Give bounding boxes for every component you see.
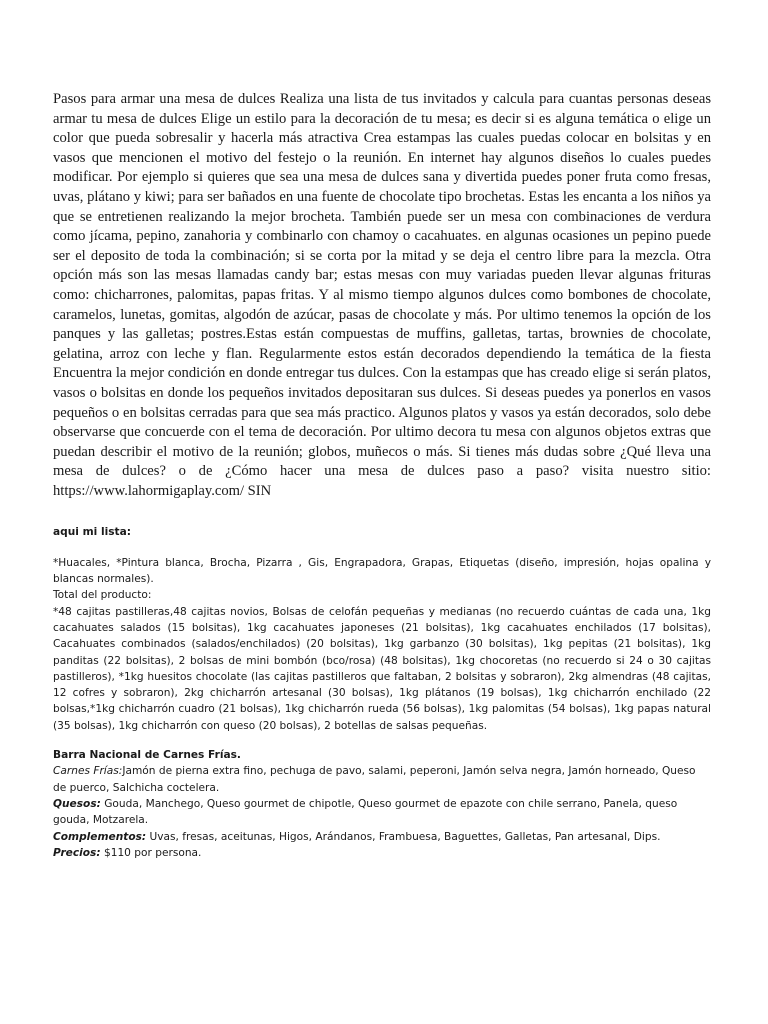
quesos-label: Quesos:	[53, 797, 101, 810]
document-page	[53, 90, 711, 861]
lista-label: aqui mi lista:	[53, 526, 131, 539]
carnes-line	[53, 763, 711, 796]
carnes-text: Jamón de pierna extra fino, pechuga de pavo, salami, peperoni, Jamón selva negra, Jamón horneado, Queso de puerco, Salchicha coctelera.	[53, 765, 696, 794]
quesos-line	[53, 796, 711, 829]
intro-paragraph: Pasos para armar una mesa de dulces Realiza una lista de tus invitados y calcula para cuantas personas deseas armar tu mesa de dulces Elige un estilo para la decoración de tu mesa; es decir si es alguna temática o elige un color que pueda sobresalir y hacerla más atractiva Crea estampas las cuales puedas colocar en bolsitas y en vasos que mencionen el motivo del festejo o la reunión. En internet hay algunos diseños lo cuales puedes modificar. Por ejemplo si quieres que sea una mesa de dulces sana y divertida puedes poner fruta como fresas, uvas, plátano y kiwi; para ser bañados en una fuente de chocolate tipo brochetas. Estas les encanta a los niños ya que se entretienen realizando la mejor brocheta. También puede ser un mesa con combinaciones de verdura como jícama, pepino, zanahoria y combinarlo con chamoy o cacahuates. en algunas ocasiones un pepino puede ser el deposito de toda la combinación; si se corta por la mitad y se deja el centro libre para la mezcla. Otra opción más son las mesas llamadas candy bar; estas mesas con muy variadas pueden llevar algunas frituras como: chicharrones, palomitas, papas fritas. Y al mismo tiempo algunos dulces como bombones de chocolate, caramelos, lunetas, gomitas, algodón de azúcar, pasas de chocolate y más. Por ultimo tenemos la opción de los panques y las galletas; postres.Estas están compuestas de muffins, galletas, tartas, brownies de chocolate, gelatina, arroz con leche y flan. Regularmente estos están decorados dependiendo la temática de la fiesta Encuentra la mejor condición en donde entregar tus dulces. Con la estampas que has creado elige si serán platos, vasos o bolsitas en donde los pequeños invitados depositaran sus dulces. Si deseas puedes ya ponerlos en vasos pequeños o en bolsitas cerradas para que sea más practico. Algunos platos y vasos ya están decorados, solo debe observarse que concuerde con el tema de decoración. Por ultimo decora tu mesa con algunos objetos extras que puedan describir el motivo de la reunión; globos, muñecos o más. Si tienes más dudas sobre ¿Qué lleva una mesa de dulces? o de ¿Cómo hacer una mesa de dulces paso a paso? visita nuestro sitio: https://www.lahormigaplay.com/ SIN	[53, 91, 711, 499]
complementos-label: Complementos:	[53, 830, 147, 843]
quesos-text: Gouda, Manchego, Queso gourmet de chipotle, Queso gourmet de epazote con chile serrano, Panela, queso gouda, Motzarela.	[53, 797, 678, 827]
precios-line	[53, 845, 711, 861]
precios-text: $110 por persona.	[100, 846, 202, 859]
complementos-line	[53, 829, 711, 845]
total-label: Total del producto:	[53, 589, 152, 602]
productos-list: *48 cajitas pastilleras,48 cajitas novios, Bolsas de celofán pequeñas y medianas (no recuerdo cuántas de cada una, 1kg cacahuates salados (15 bolsitas), 1kg cacahuates japoneses (21 bolsitas), 1kg cacahuates enchilados (17 bolsitas), Cacahuates combinados (salados/enchilados) (20 bolsitas), 1kg garbanzo (30 bolsitas), 1kg pepitas (21 bolsitas), 1kg panditas (22 bolsitas), 2 bolsas de mini bombón (bco/rosa) (48 bolsitas), 1kg chocoretas (no recuerdo si 24 o 30 cajitas pastilleros), *1kg huesitos chocolate (las cajitas pastilleros que faltaban, 2 bolsitas y sobraron), 2kg almendras (48 cajitas, 12 cofres y sobraron), 2kg chicharrón artesanal (30 bolsas), 1kg plátanos (19 bolsas), 1kg chicharrón enchilado (22 bolsas,*1kg chicharrón cuadro (21 bolsas), 1kg chicharrón rueda (56 bolsas), 1kg palomitas (54 bolsas), 1kg papas natural (35 bolsas), 1kg chicharrón con queso (20 bolsas), 2 botellas de salsas pequeñas.	[53, 605, 711, 732]
barra-title: Barra Nacional de Carnes Frías.	[53, 749, 241, 762]
precios-label: Precios:	[53, 846, 101, 859]
barra-section	[53, 747, 711, 861]
carnes-label: Carnes Frías:	[53, 765, 123, 778]
huacales-list: *Huacales, *Pintura blanca, Brocha, Pizarra , Gis, Engrapadora, Grapas, Etiquetas (diseño, impresión, hojas opalina y blancas normales).	[53, 556, 711, 586]
complementos-text: Uvas, fresas, aceitunas, Higos, Arándanos, Frambuesa, Baguettes, Galletas, Pan artesanal, Dips.	[146, 830, 661, 843]
lista-section	[53, 524, 711, 734]
